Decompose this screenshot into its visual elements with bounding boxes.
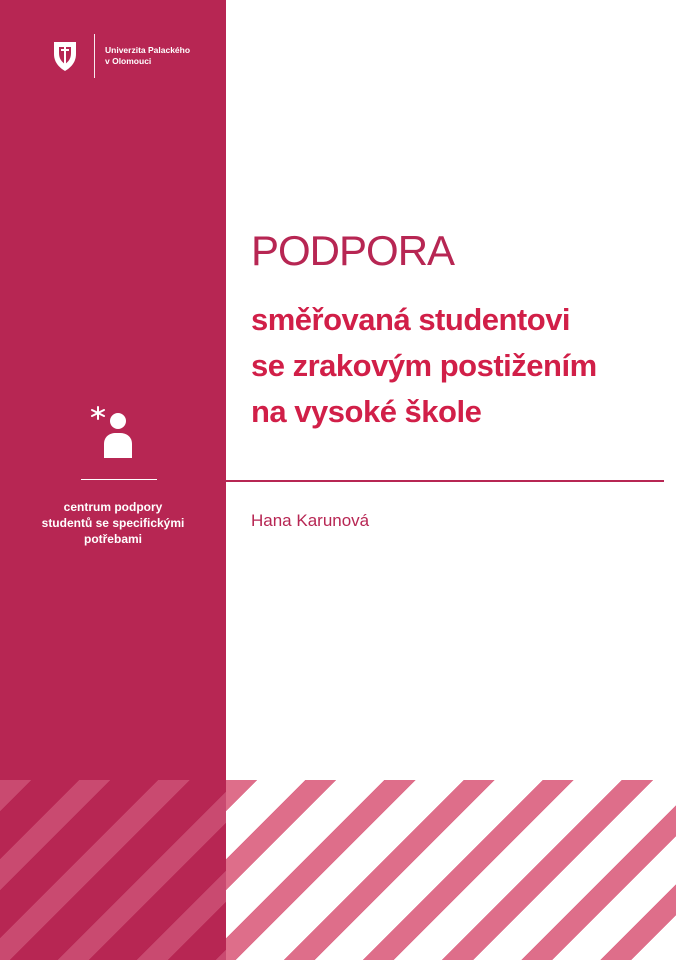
subtitle-line-3: na vysoké škole xyxy=(251,394,482,429)
subtitle-line-1: směřovaná studentovi xyxy=(251,302,571,337)
title-subtitle xyxy=(251,297,597,435)
center-name-line-1: centrum podpory xyxy=(63,500,163,514)
center-name xyxy=(20,499,206,547)
title-main: PODPORA xyxy=(251,227,455,274)
author-name: Hana Karunová xyxy=(251,511,370,530)
main-stripe-pattern xyxy=(226,780,676,960)
sidebar-panel xyxy=(0,0,226,960)
center-divider xyxy=(81,479,157,480)
university-name-line-2: v Olomouci xyxy=(105,56,152,66)
title-divider xyxy=(226,480,664,482)
university-logo xyxy=(52,34,190,78)
sidebar-stripe-pattern xyxy=(0,780,226,960)
center-name-line-3: potřebami xyxy=(83,532,142,546)
center-name-line-2: studentů se specifickými xyxy=(41,516,185,530)
person-with-asterisk-icon xyxy=(90,406,136,460)
university-name xyxy=(105,45,190,67)
logo-divider xyxy=(94,34,95,78)
university-name-line-1: Univerzita Palackého xyxy=(105,45,191,55)
upol-seal-icon xyxy=(52,40,78,72)
subtitle-line-2: se zrakovým postižením xyxy=(251,348,597,383)
